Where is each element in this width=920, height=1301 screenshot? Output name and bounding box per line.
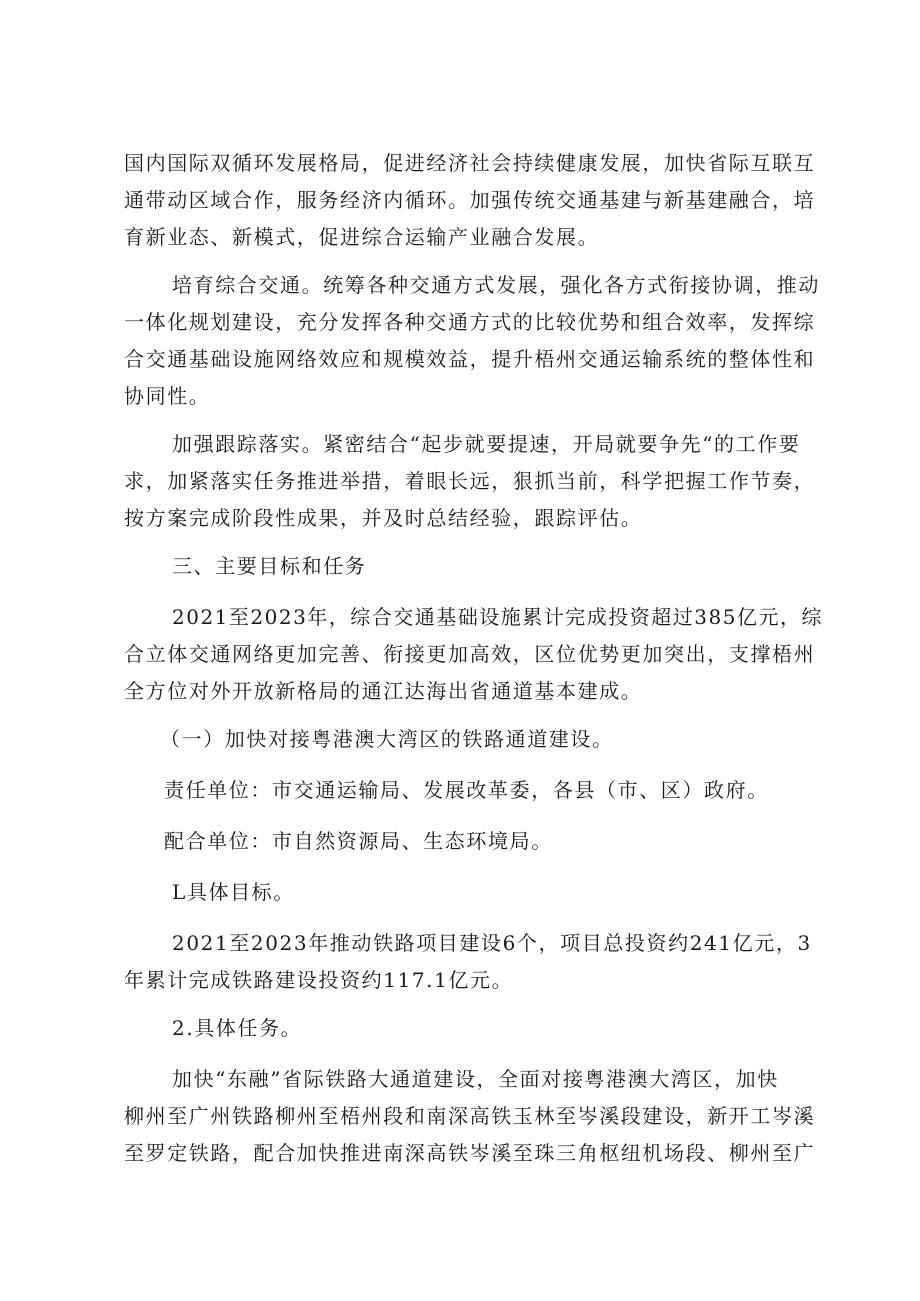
text-line: 加强跟踪落实。紧密结合“起步就要提速，开局就要争先“的工作要 (172, 432, 801, 456)
text-line: 责任单位：市交通运输局、发展改革委，各县（市、区）政府。 (164, 778, 769, 802)
text-line: 三、主要目标和任务 (172, 554, 367, 578)
subheading-specific-goals (124, 874, 824, 911)
text-line: （一）加快对接粤港澳大湾区的铁路通道建设。 (160, 727, 614, 751)
text-line: 通带动区域合作，服务经济内循环。加强传统交通基建与新基建融合，培 (124, 188, 816, 212)
paragraph-railway-targets (124, 925, 824, 999)
subheading-railway-corridor (124, 721, 824, 758)
section-heading-main-goals (124, 548, 824, 585)
paragraph-tracking-implementation (124, 426, 824, 537)
text-line: 国内国际双循环发展格局，促进经济社会持续健康发展，加快省际互联互 (124, 151, 816, 175)
text-line: L具体目标。 (172, 880, 295, 904)
text-line: 合立体交通网络更加完善、衔接更加高效，区位优势更加突出，支撑梧州 (124, 642, 816, 666)
text-line: 协同性。 (124, 384, 211, 408)
text-line: 2.具体任务。 (172, 1016, 303, 1040)
text-line: 配合单位：市自然资源局、生态环境局。 (164, 829, 553, 853)
text-line: 按方案完成阶段性成果，并及时总结经验，跟踪评估。 (124, 506, 643, 530)
subheading-specific-tasks (124, 1010, 824, 1047)
text-line: 年累计完成铁路建设投资约117.1亿元。 (124, 968, 514, 992)
text-line: 至罗定铁路，配合加快推进南深高铁岑溪至珠三角枢纽机场段、柳州至广 (124, 1141, 816, 1165)
responsible-units (124, 772, 824, 809)
paragraph-dual-circulation (124, 145, 824, 256)
text-line: 2021至2023年推动铁路项目建设6个，项目总投资约241亿元，3 (172, 931, 812, 955)
text-line: 加快“东融”省际铁路大通道建设，全面对接粤港澳大湾区，加快 (172, 1067, 779, 1091)
text-line: 求，加紧落实任务推进举措，着眼长远，狠抓当前，科学把握工作节奏， (124, 469, 816, 493)
cooperating-units (124, 823, 824, 860)
document-page (124, 145, 824, 1183)
text-line: 育新业态、新模式，促进综合运输产业融合发展。 (124, 225, 600, 249)
text-line: 培育综合交通。统筹各种交通方式发展，强化各方式衔接协调，推动 (172, 273, 820, 297)
text-line: 合交通基础设施网络效应和规模效益，提升梧州交通运输系统的整体性和 (124, 347, 816, 371)
text-line: 2021至2023年，综合交通基础设施累计完成投资超过385亿元，综 (172, 605, 823, 629)
paragraph-east-integration-railway (124, 1061, 824, 1172)
text-line: 一体化规划建设，充分发挥各种交通方式的比较优势和组合效率，发挥综 (124, 310, 816, 334)
paragraph-integrated-transport (124, 267, 824, 415)
text-line: 全方位对外开放新格局的通江达海出省通道基本建成。 (124, 679, 643, 703)
paragraph-investment-target (124, 599, 824, 710)
text-line: 柳州至广州铁路柳州至梧州段和南深高铁玉林至岑溪段建设，新开工岑溪 (124, 1104, 816, 1128)
